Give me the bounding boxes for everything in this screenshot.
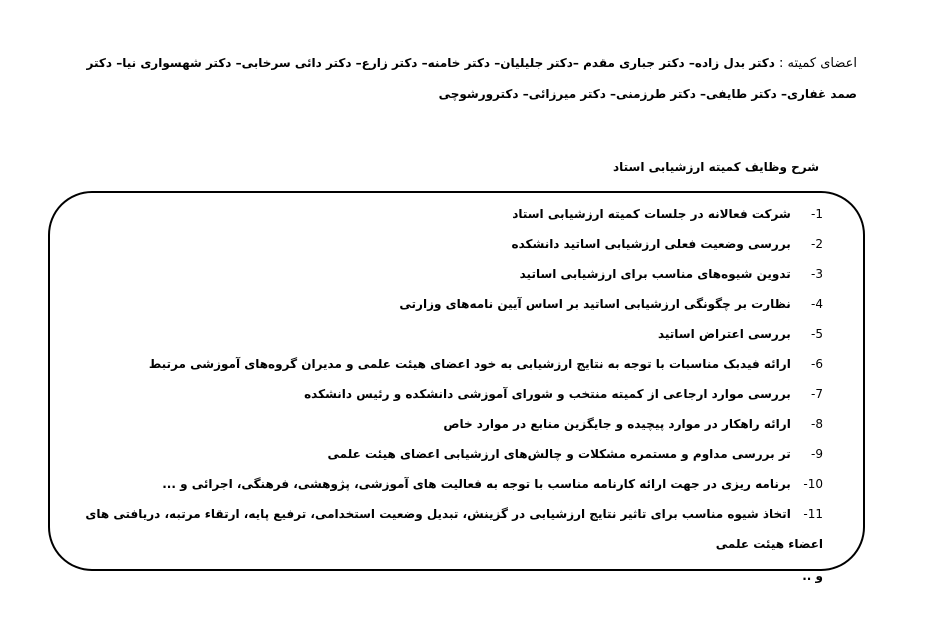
duty-item-5 — [68, 319, 823, 349]
committee-names-1: دکتر بدل زاده– دکتر جباری مقدم –دکتر جلیلیان– دکتر خامنه– دکتر زارع– دکتر دائی سرخابی– دکتر شهسواری نیا– دکتر — [86, 56, 775, 70]
duty-item-2 — [68, 229, 823, 259]
duty-text: شرکت فعالانه در جلسات کمیته ارزشیابی استاد — [512, 207, 791, 221]
duty-item-1 — [68, 199, 823, 229]
duty-number: 10- — [803, 477, 823, 491]
duty-number: 1- — [811, 207, 823, 221]
committee-members-line-2: صمد غفاری– دکتر طایفی– دکتر طرزمنی– دکتر میرزائی– دکترورشوچی — [438, 87, 857, 101]
duty-text: بررسی وضعیت فعلی ارزشیابی اساتید دانشکده — [511, 237, 791, 251]
duty-item-8 — [68, 409, 823, 439]
duty-number: 4- — [811, 297, 823, 311]
duty-text: تر بررسی مداوم و مستمره مشکلات و چالش‌های ارزشیابی اعضای هیئت علمی — [327, 447, 791, 461]
duty-text: نظارت بر چگونگی ارزشیابی اساتید بر اساس آیین نامه‌های وزارتی — [399, 297, 791, 311]
duty-item-10 — [68, 469, 823, 499]
duty-number: 9- — [811, 447, 823, 461]
duty-number: 6- — [811, 357, 823, 371]
duty-item-9 — [68, 439, 823, 469]
committee-label: اعضای کمیته : — [779, 56, 857, 71]
duty-number: 11- — [803, 507, 823, 521]
duty-text: بررسی موارد ارجاعی از کمیته منتخب و شورای آموزشی دانشکده و رئیس دانشکده — [304, 387, 791, 401]
duty-item-4 — [68, 289, 823, 319]
duty-item-6 — [68, 349, 823, 379]
duty-number: 7- — [811, 387, 823, 401]
duty-text: برنامه ریزی در جهت ارائه کارنامه مناسب با توجه به فعالیت های آموزشی، پژوهشی، فرهنگی، اجرائی و ... — [162, 477, 791, 491]
duty-text: ارائه راهکار در موارد پیچیده و جایگزین منابع در موارد خاص — [443, 417, 791, 431]
duty-number: 8- — [811, 417, 823, 431]
section-title: شرح وظایف کمیته ارزشیابی استاد — [612, 160, 819, 174]
duty-number: 2- — [811, 237, 823, 251]
duty-number: 5- — [811, 327, 823, 341]
duties-list — [68, 199, 823, 593]
committee-members — [67, 48, 857, 110]
duty-number: 3- — [811, 267, 823, 281]
duty-text: تدوین شیوه‌های مناسب برای ارزشیابی اساتید — [519, 267, 791, 281]
duty-text: ارائه فیدبک مناسبات با توجه به نتایج ارزشیابی به خود اعضای هیئت علمی و مدیران گروه‌های آموزشی مرتبط — [148, 357, 791, 371]
duty-text-continuation: و .. — [802, 569, 823, 583]
duty-text: اتخاذ شیوه مناسب برای تاثیر نتایج ارزشیابی در گزینش، تبدیل وضعیت استخدامی، ترفیع پایه، ارتقاء مرتبه، دریافتی های اعضاء هیئت علمی — [85, 507, 823, 551]
duty-item-11 — [68, 499, 823, 593]
committee-members-line-1 — [67, 48, 857, 79]
duty-text: بررسی اعتراض اساتید — [657, 327, 791, 341]
duty-item-7 — [68, 379, 823, 409]
duty-item-3 — [68, 259, 823, 289]
